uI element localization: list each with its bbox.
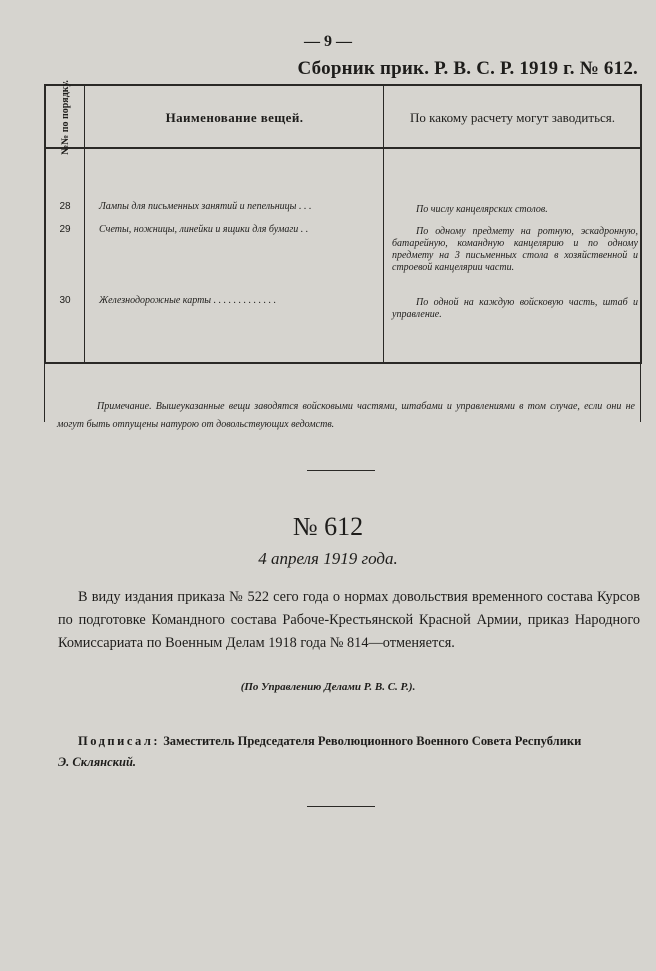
- note-text: Вышеуказанные вещи заводятся войсковыми частями, штабами и управлениями в том случае, если они не могут быть отпущены натурою от довольствующих ведомств.: [57, 401, 635, 430]
- row-30-name: Железнодорожные карты . . . . . . . . . . . . .: [99, 295, 277, 306]
- divider-top: [307, 470, 375, 471]
- collection-header: Сборник прик. Р. В. С. Р. 1919 г. № 612.: [297, 58, 638, 79]
- table-divider-num: [84, 86, 85, 362]
- row-29-name: Счеты, ножницы, линейки и ящики для бумаги . .: [99, 224, 309, 235]
- signed-label: Подписал:: [78, 734, 161, 748]
- row-30-calc: По одной на каждую войсковую часть, штаб и управление.: [392, 297, 638, 320]
- divider-bottom: [307, 806, 375, 807]
- note-right-border: [640, 362, 641, 422]
- signature-block: [58, 731, 642, 773]
- items-table: [44, 79, 642, 364]
- table-divider-calc: [383, 86, 384, 362]
- row-28-number: 28: [59, 201, 71, 212]
- page-number: — 9 —: [304, 33, 352, 50]
- row-29-calc: По одному предмету на ротную, эскадронную, батарейную, командную канцелярию и по одному предмету на 3 письменных стола в хозяйственной и строевой канцелярии части.: [392, 226, 638, 273]
- order-footnote: (По Управлению Делами Р. В. С. Р.).: [240, 681, 416, 693]
- column-header-calc: По какому расчету могут заводиться.: [409, 109, 615, 125]
- column-header-name: Наименование вещей.: [165, 109, 304, 125]
- row-28-calc: По числу канцелярских столов.: [416, 204, 548, 215]
- order-date: 4 апреля 1919 года.: [258, 549, 398, 568]
- signed-text: Заместитель Председателя Революционного Военного Совета Республики: [163, 734, 582, 748]
- row-29-number: 29: [59, 224, 71, 235]
- signer-name: Э. Склянский.: [58, 755, 137, 769]
- column-header-number: №№ по порядку.: [59, 79, 71, 155]
- note-left-border: [44, 362, 45, 422]
- order-text: В виду издания приказа № 522 сего года о нормах довольствия временного состава Курсов по подготовке Командного состава Рабоче-Крестьянской Красной Армии, приказ Народного Комиссариата по Военным Делам 1918 года № 814—отменяется.: [58, 589, 640, 651]
- row-30-number: 30: [59, 295, 71, 306]
- order-number: № 612: [292, 512, 364, 541]
- note-label: Примечание.: [97, 401, 152, 412]
- table-note: [57, 398, 635, 434]
- row-28-name: Лампы для письменных занятий и пепельницы . . .: [99, 201, 312, 212]
